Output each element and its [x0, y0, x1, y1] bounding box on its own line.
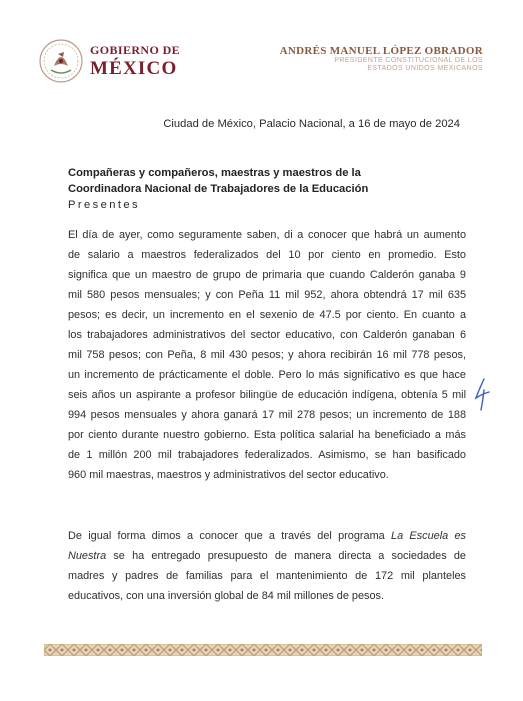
paragraph-2-line [68, 546, 466, 566]
president-title-line2: ESTADOS UNIDOS MEXICANOS [367, 64, 483, 72]
salutation-line1: Compañeras y compañeros, maestras y maestros de la [68, 167, 361, 179]
program-name-part2: Nuestra [68, 550, 107, 562]
paragraph-1-line: 960 mil maestras, maestros y administrativos del sector educativo. [68, 469, 389, 481]
paragraph-1-line: de salario a maestros federalizados del 10 por ciento en promedio. Esto [68, 249, 466, 261]
paragraph-2 [68, 526, 466, 606]
government-line1: GOBIERNO DE [90, 43, 181, 57]
paragraph-1-line: por ciento durante nuestro gobierno. Esta política salarial ha beneficiado a más [68, 429, 466, 441]
paragraph-2-text: De igual forma dimos a conocer que a través del programa [68, 530, 392, 542]
paragraph-1-line: pesos; es decir, un incremento en el sexenio de 47.5 por ciento. En cuanto a [68, 309, 466, 321]
paragraph-1-line: 994 pesos mensuales y ahora ganará 17 mil 278 pesos; un incremento de 188 [68, 409, 466, 421]
paragraph-2-text: se ha entregado presupuesto de manera directa a sociedades de [106, 550, 466, 562]
salutation-line3: Presentes [68, 199, 140, 211]
paragraph-1 [68, 225, 466, 485]
paragraph-1-line: un incremento de prácticamente el doble. Pero lo más significativo es que hace [68, 369, 466, 381]
salutation [68, 165, 468, 213]
paragraph-1-line: significa que un maestro de grupo de primaria que cuando Calderón ganaba 9 [68, 269, 466, 281]
president-header [280, 45, 483, 72]
paragraph-1-line: mil 580 pesos mensuales; y con Peña 11 mil 952, ahora obtendrá 17 mil 635 [68, 289, 466, 301]
paragraph-1-line: los trabajadores administrativos del sector educativo, con Calderón ganaban 6 [68, 329, 466, 341]
place-date: Ciudad de México, Palacio Nacional, a 16 de mayo de 2024 [163, 118, 460, 130]
program-name-part1: La Escuela es [391, 530, 466, 542]
president-name: ANDRÉS MANUEL LÓPEZ OBRADOR [279, 45, 483, 57]
paragraph-1-line: El día de ayer, como seguramente saben, di a conocer que habrá un aumento [68, 229, 466, 241]
paragraph-1-line: mil 758 pesos; con Peña, 8 mil 430 pesos; y ahora recibirán 16 mil 778 pesos, [68, 349, 466, 361]
paragraph-2-line: madres y padres de familias para el mantenimiento de 172 mil planteles [68, 570, 466, 582]
coat-of-arms-icon [38, 38, 84, 84]
paragraph-2-line [68, 526, 466, 546]
footer-ornament-band [44, 644, 482, 656]
government-logo-text [90, 44, 180, 78]
paragraph-2-line: educativos, con una inversión global de 84 mil millones de pesos. [68, 590, 385, 602]
president-title-line1: PRESIDENTE CONSTITUCIONAL DE LOS [334, 57, 483, 65]
government-line2: MÉXICO [90, 58, 178, 79]
paragraph-1-line: seis años un aspirante a profesor bilingüe de educación indígena, obtenía 5 mil [68, 389, 466, 401]
paragraph-1-line: de 1 millón 200 mil trabajadores federalizados. Asimismo, se han basificado [68, 449, 466, 461]
salutation-line2: Coordinadora Nacional de Trabajadores de la Educación [68, 183, 369, 195]
handwritten-mark-icon [472, 376, 494, 412]
